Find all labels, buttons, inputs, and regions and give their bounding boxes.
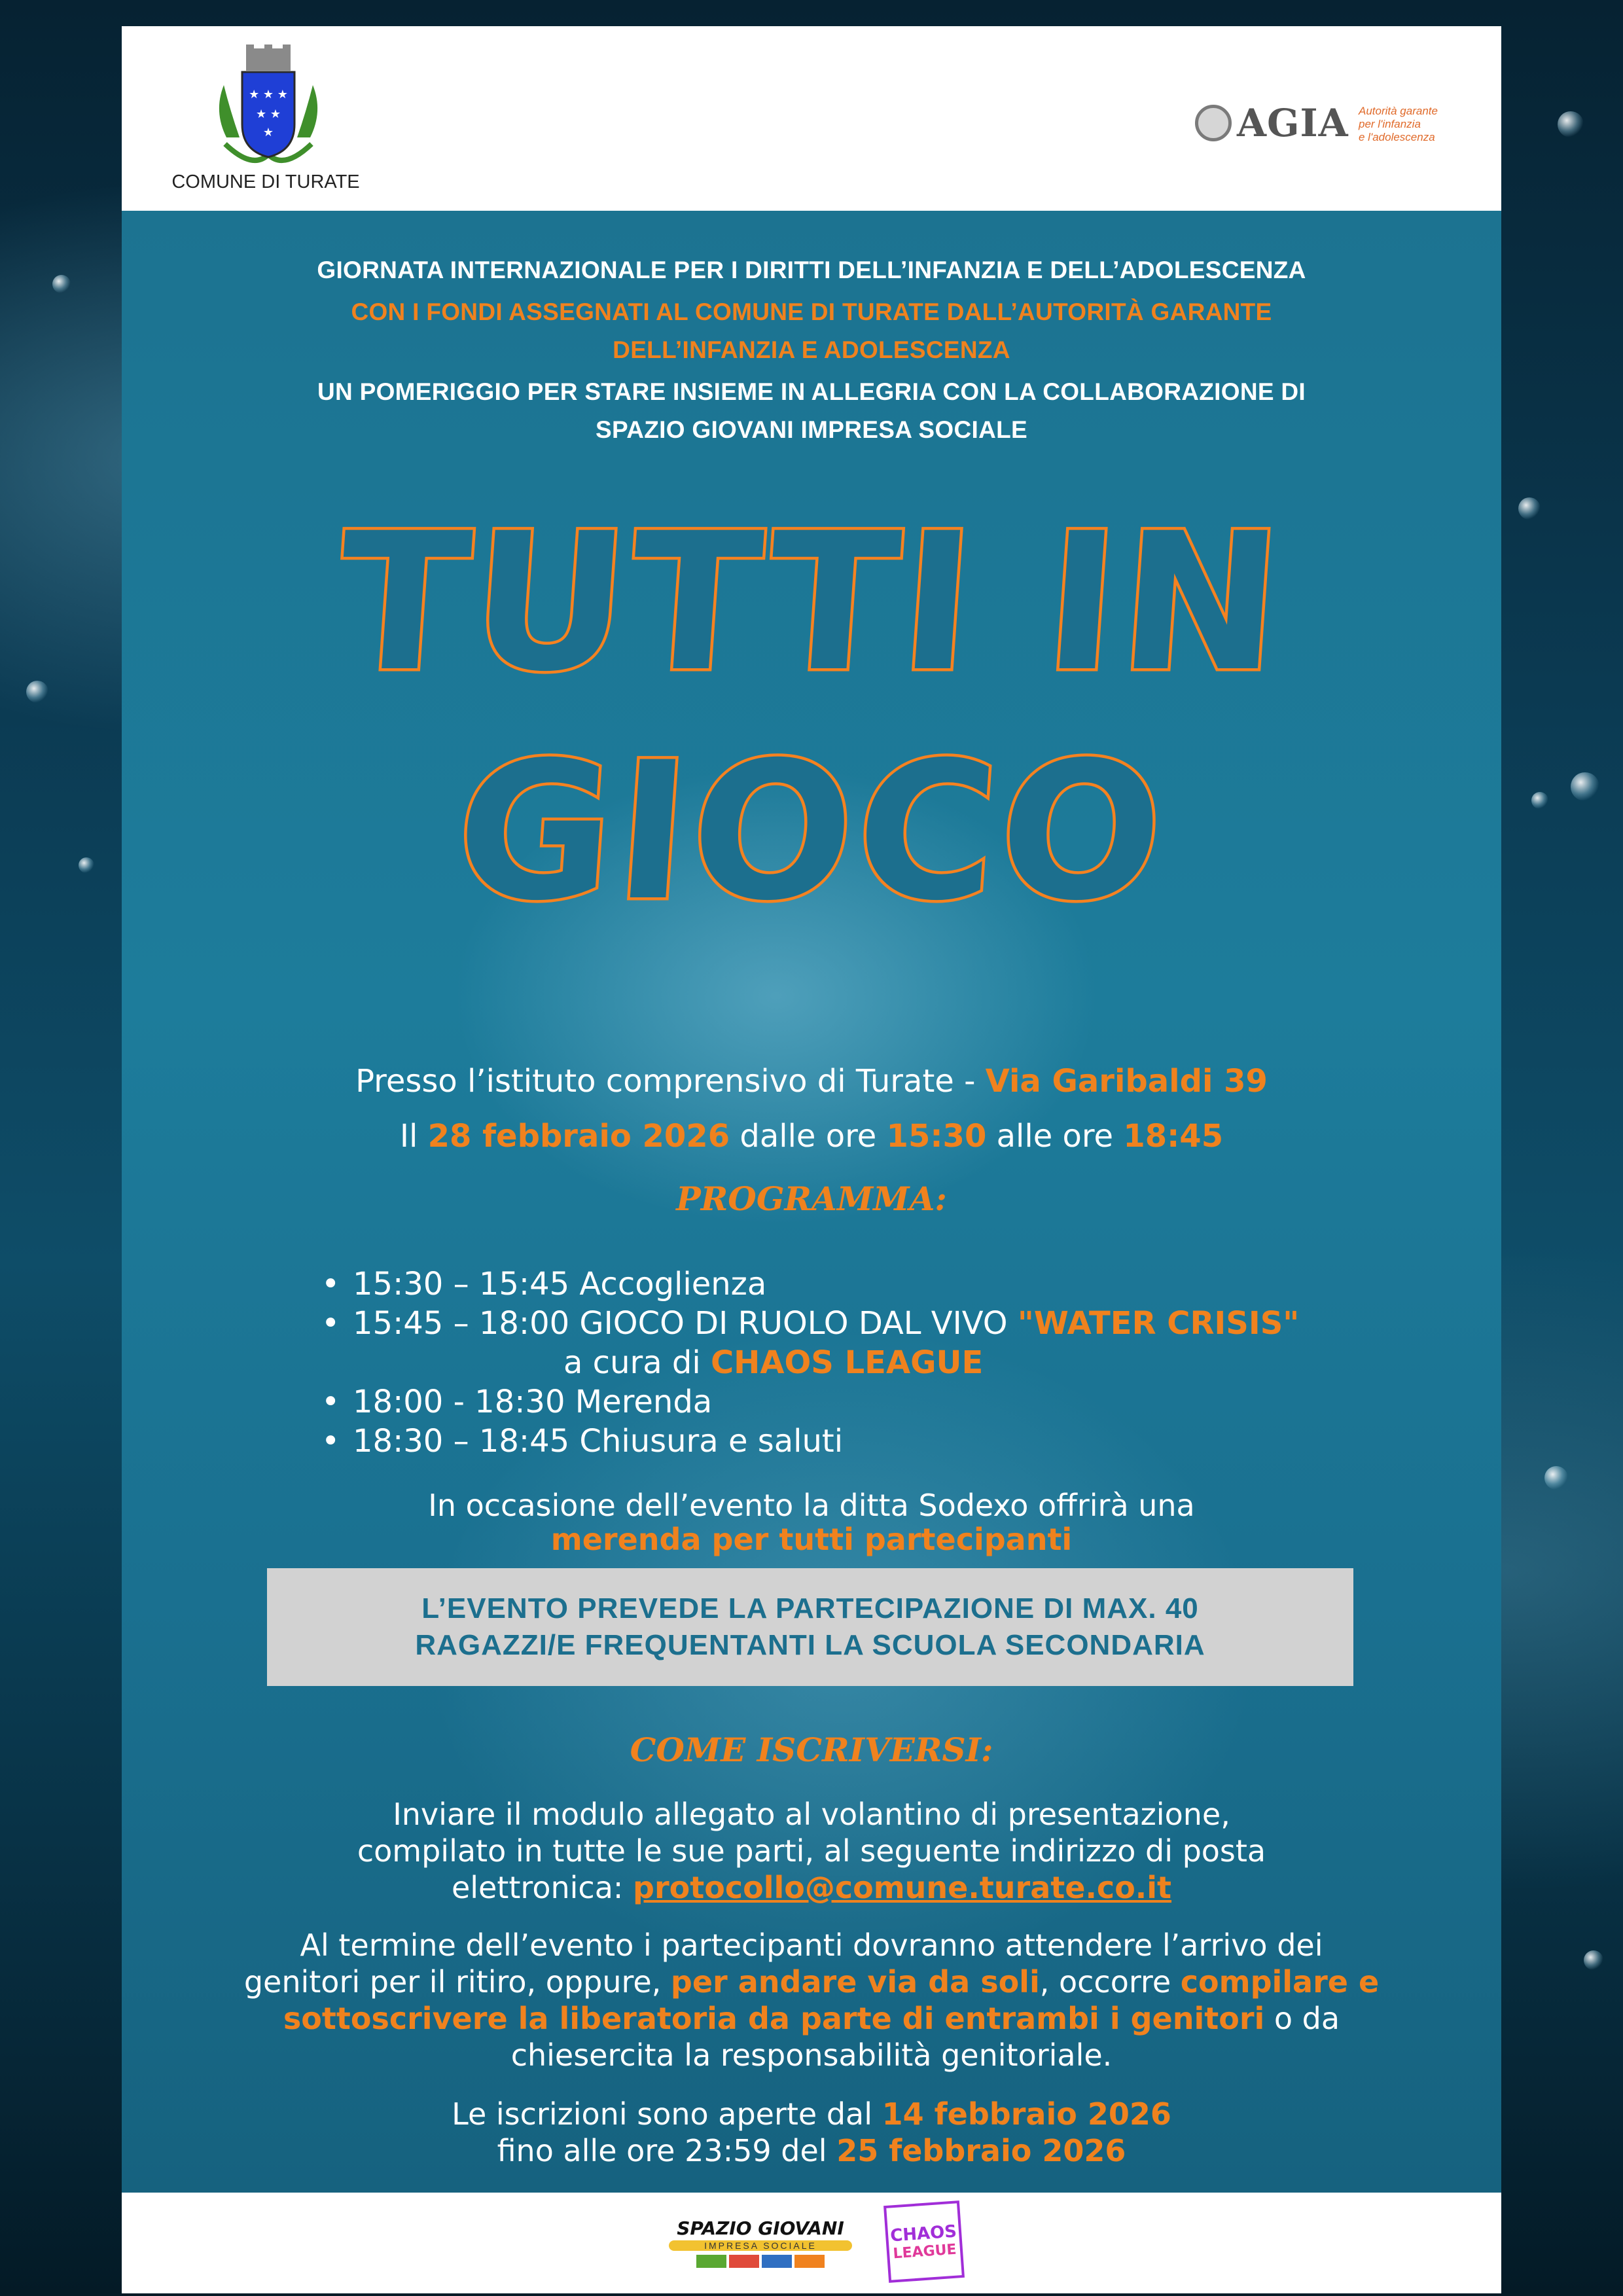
sodexo-line-2: merenda per tutti partecipanti bbox=[550, 1522, 1073, 1557]
location-prefix: Presso l’istituto comprensivo di Turate - bbox=[355, 1063, 986, 1100]
main-panel bbox=[122, 211, 1501, 2193]
svg-text:★ ★: ★ ★ bbox=[256, 107, 281, 121]
location-address: Via Garibaldi 39 bbox=[985, 1063, 1268, 1100]
scadenze-line-2: fino alle ore 23:59 del 25 febbraio 2026 bbox=[497, 2133, 1126, 2168]
comune-label: COMUNE DI TURATE bbox=[171, 171, 360, 192]
spazio-giovani-title: SPAZIO GIOVANI bbox=[677, 2217, 844, 2239]
programma-item: • 15:30 – 15:45 Accoglienza bbox=[321, 1265, 1434, 1304]
iscrizione-line-2: compilato in tutte le sue parti, al seguente indirizzo di posta bbox=[357, 1833, 1266, 1869]
notice-line-2: RAGAZZI/E FREQUENTANTI LA SCUOLA SECONDARIA bbox=[415, 1629, 1205, 1661]
agia-tagline-2: per l'infanzia bbox=[1359, 118, 1421, 130]
email-link[interactable]: protocollo@comune.turate.co.it bbox=[633, 1870, 1172, 1905]
scadenze-line-1: Le iscrizioni sono aperte dal 14 febbraio 2026 bbox=[452, 2096, 1171, 2132]
agia-wordmark: AGIA bbox=[1237, 101, 1349, 145]
date-mid-2: alle ore bbox=[986, 1118, 1124, 1155]
sodexo-line-1: In occasione dell’evento la ditta Sodexo offrirà una bbox=[428, 1488, 1195, 1523]
programma-item: • 18:30 – 18:45 Chiusura e saluti bbox=[321, 1422, 1434, 1461]
location-line bbox=[122, 1063, 1501, 1100]
agia-logo bbox=[1195, 98, 1470, 157]
date-line bbox=[122, 1118, 1501, 1155]
programma-item: • 18:00 - 18:30 Merenda bbox=[321, 1382, 1434, 1422]
iscrizione-line-3: elettronica: protocollo@comune.turate.co.it bbox=[451, 1870, 1172, 1905]
intro-line-3b: SPAZIO GIOVANI IMPRESA SOCIALE bbox=[596, 416, 1027, 443]
spazio-giovani-subtitle: IMPRESA SOCIALE bbox=[669, 2240, 852, 2251]
title-line-1: TUTTI IN bbox=[331, 493, 1292, 713]
participation-notice bbox=[267, 1568, 1353, 1686]
svg-text:★ ★ ★: ★ ★ ★ bbox=[249, 88, 288, 101]
iscrizione-line-1: Inviare il modulo allegato al volantino di presentazione, bbox=[393, 1797, 1230, 1832]
iscrizione-heading: COME ISCRIVERSI: bbox=[630, 1731, 993, 1769]
spazio-giovani-logo bbox=[669, 2217, 852, 2283]
programma-item: • 15:45 – 18:00 GIOCO DI RUOLO DAL VIVO "WATER CRISIS" a cura di CHAOS LEAGUE bbox=[321, 1304, 1434, 1382]
chaos-league-logo: CHAOS LEAGUE bbox=[883, 2200, 965, 2283]
title-line-2: GIOCO bbox=[450, 722, 1173, 942]
programma-list bbox=[321, 1265, 1434, 1461]
date-mid-1: dalle ore bbox=[730, 1118, 887, 1155]
date-start: 15:30 bbox=[886, 1118, 987, 1155]
agia-emblem-icon bbox=[1195, 105, 1232, 141]
ritiro-line-2: genitori per il ritiro, oppure, per andare via da soli, occorre compilare e bbox=[243, 1964, 1380, 2000]
svg-text:★: ★ bbox=[262, 126, 274, 139]
poster bbox=[122, 26, 1501, 2270]
date-end: 18:45 bbox=[1123, 1118, 1224, 1155]
agia-tagline-1: Autorità garante bbox=[1359, 105, 1438, 117]
header-bar bbox=[122, 26, 1501, 211]
intro-line-3a: UN POMERIGGIO PER STARE INSIEME IN ALLEGRIA CON LA COLLABORAZIONE DI bbox=[317, 378, 1306, 405]
comune-coat-of-arms-icon bbox=[213, 39, 323, 177]
ritiro-line-1: Al termine dell’evento i partecipanti dovranno attendere l’arrivo dei bbox=[300, 1928, 1323, 1963]
agia-tagline-3: e l'adolescenza bbox=[1359, 131, 1435, 143]
ritiro-line-3: sottoscrivere la liberatoria da parte di entrambi i genitori o da bbox=[283, 2001, 1340, 2036]
intro-line-2a: CON I FONDI ASSEGNATI AL COMUNE DI TURATE DALL’AUTORITÀ GARANTE bbox=[351, 298, 1272, 325]
spazio-giovani-icons bbox=[669, 2255, 852, 2268]
date-prefix: Il bbox=[399, 1118, 428, 1155]
date-day: 28 febbraio 2026 bbox=[427, 1118, 730, 1155]
ritiro-line-4: chiesercita la responsabilità genitoriale. bbox=[510, 2037, 1113, 2073]
intro-line-1: GIORNATA INTERNAZIONALE PER I DIRITTI DELL’INFANZIA E DELL’ADOLESCENZA bbox=[317, 257, 1306, 283]
intro-line-2b: DELL’INFANZIA E ADOLESCENZA bbox=[613, 336, 1010, 363]
footer-bar bbox=[122, 2193, 1501, 2293]
notice-line-1: L’EVENTO PREVEDE LA PARTECIPAZIONE DI MAX. 40 bbox=[421, 1592, 1199, 1624]
programma-heading: PROGRAMMA: bbox=[676, 1179, 947, 1218]
